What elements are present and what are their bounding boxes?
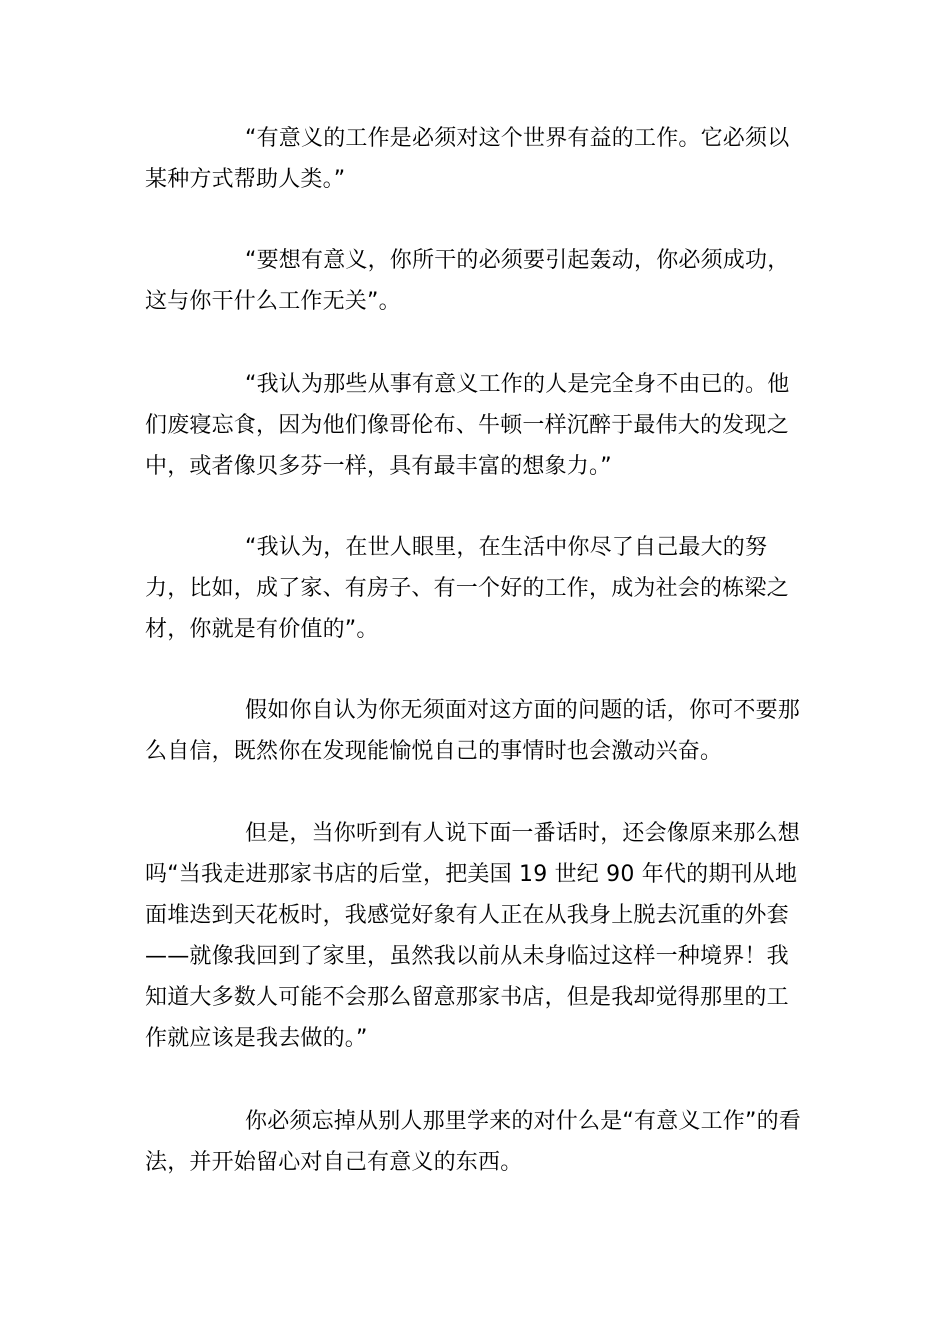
paragraph-quote-success: “要想有意义，你所干的必须要引起轰动，你必须成功，这与你干什么工作无关”。: [145, 248, 790, 314]
paragraph-bookstore-story: 但是，当你听到有人说下面一番话时，还会像原来那么想吗“当我走进那家书店的后堂，把美国 19 世纪 90 年代的期刊从地面堆迭到天花板时，我感觉好象有人正在从我身上脱去沉重的外套——就像我回到了家里，虽然我以前从未身临过这样一种境界！我知道大多数人可能不会那么留意那家书店，但是我却觉得那里的工作就应该是我去做的。”: [145, 821, 801, 1051]
paragraph-conclusion: 你必须忘掉从别人那里学来的对什么是“有意义工作”的看法，并开始留心对自己有意义的东西。: [145, 1109, 801, 1175]
paragraph-quote-social-value: “我认为，在世人眼里，在生活中你尽了自己最大的努力，比如，成了家、有房子、有一个好的工作，成为社会的栋梁之材，你就是有价值的”。: [145, 535, 789, 642]
paragraph-quote-passion: “我认为那些从事有意义工作的人是完全身不由已的。他们废寝忘食，因为他们像哥伦布、牛顿一样沉醉于最伟大的发现之中，或者像贝多芬一样，具有最丰富的想象力。”: [145, 372, 790, 479]
paragraph-quote-meaningful-work: “有意义的工作是必须对这个世界有益的工作。它必须以某种方式帮助人类。”: [145, 126, 790, 192]
paragraph-self-confidence: 假如你自认为你无须面对这方面的问题的话，你可不要那么自信，既然你在发现能愉悦自己的事情时也会激动兴奋。: [145, 698, 801, 764]
